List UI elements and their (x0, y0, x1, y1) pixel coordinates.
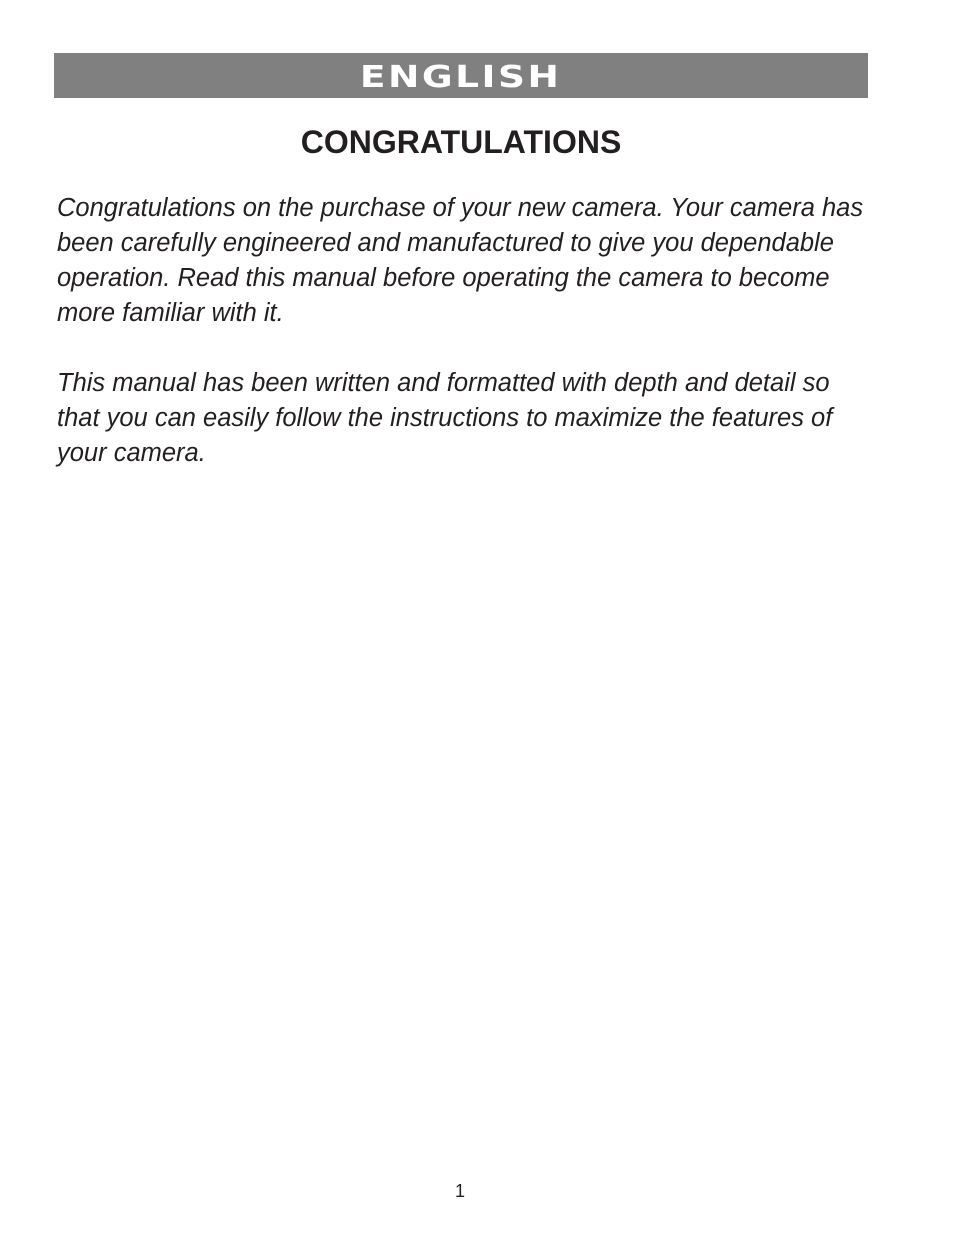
page-title: CONGRATULATIONS (300, 124, 622, 160)
language-label: ENGLISH (360, 60, 562, 95)
page-number: 1 (454, 1181, 465, 1201)
manual-description-paragraph: This manual has been written and formatted with depth and detail so that you can easily follow the instructions to maximize the features of your camera. (57, 369, 833, 467)
intro-paragraph: Congratulations on the purchase of your new camera. Your camera has been carefully engineered and manufactured to give you dependable operation. Read this manual before operating the camera to become more familiar with it. (57, 194, 864, 327)
language-banner (54, 53, 868, 98)
